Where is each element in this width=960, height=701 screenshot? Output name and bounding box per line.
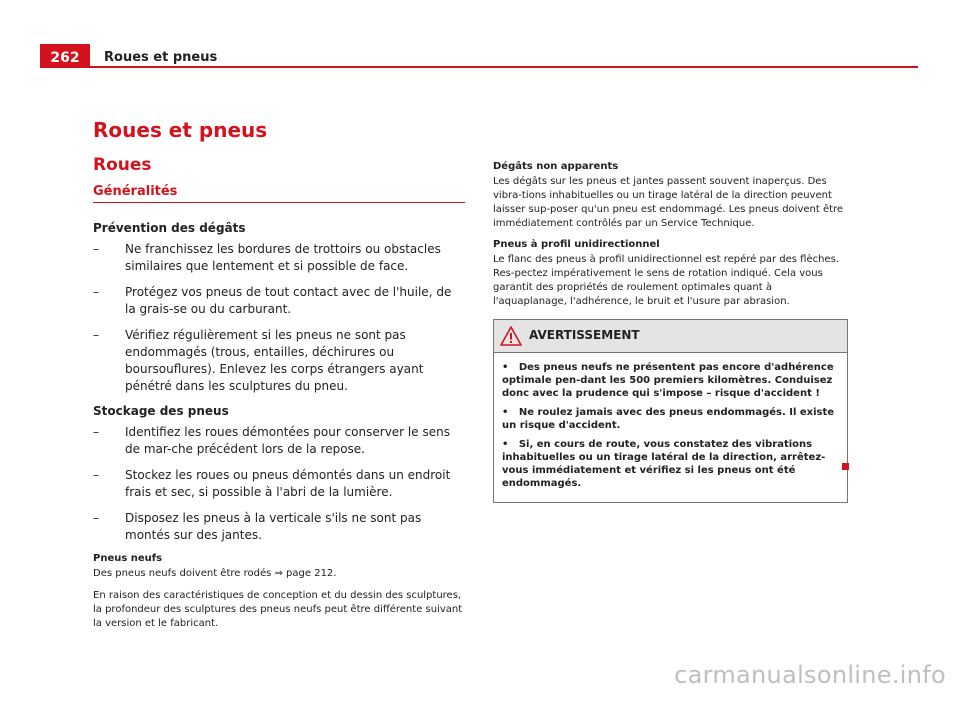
warning-item-text: Des pneus neufs ne présentent pas encore d'adhérence optimale pen-dant les 500 premiers kilomètres. Conduisez donc avec la prudence qui s'impose – risque d'accident ! [502,362,834,399]
list-item: – Disposez les pneus à la verticale s'ils ne sont pas montés sur des jantes. [93,511,422,542]
list-item: – Ne franchissez les bordures de trottoirs ou obstacles similaires que lentement et si possible de face. [93,242,441,273]
unidirectional-heading: Pneus à profil unidirectionnel [493,239,660,250]
subsection-title: Généralités [93,184,465,203]
prevention-list [93,241,465,395]
warning-item-text: Si, en cours de route, vous constatez des vibrations inhabituelles ou un tirage latéral de la direction, arrêtez-vous immédiatement et vérifiez si les pneus ont été endommagés. [502,439,826,489]
new-tyres-paragraph-2: En raison des caractéristiques de conception et du dessin des sculptures, la profondeur des sculptures des pneus neufs peut être différente suivant la version et le fabricant. [93,590,463,629]
warning-box [493,319,848,503]
warning-triangle-icon [500,326,522,346]
left-column [93,118,465,639]
list-item: – Identifiez les roues démontées pour conserver le sens de mar-che précédent lors de la repose. [93,425,450,456]
new-tyres-paragraph-1: Des pneus neufs doivent être rodés ⇒ page 212. [93,568,337,579]
section-title: Roues [93,155,152,175]
chapter-title: Roues et pneus [93,118,268,142]
list-item-text: Vérifiez régulièrement si les pneus ne sont pas endommagés (trous, entailles, déchirures ou boursouflures). Enlevez les corps étrangers ayant pénétré dans les sculptures du pneu. [125,328,424,393]
warning-item: • Si, en cours de route, vous constatez des vibrations inhabituelles ou un tirage latéral de la direction, arrêtez-vous immédiatement et vérifiez si les pneus ont été endommagés. [502,439,826,489]
page-header [40,44,918,68]
warning-item: • Ne roulez jamais avec des pneus endommagés. Il existe un risque d'accident. [502,407,835,431]
warning-header [494,320,847,353]
right-column [493,161,848,503]
list-item-text: Disposez les pneus à la verticale s'ils ne sont pas montés sur des jantes. [125,511,422,542]
list-item-text: Protégez vos pneus de tout contact avec de l'huile, de la grais-se ou du carburant. [125,285,452,316]
list-item: – Stockez les roues ou pneus démontés dans un endroit frais et sec, si possible à l'abri de la lumière. [93,468,451,499]
warning-title: AVERTISSEMENT [529,328,640,342]
warning-item-text: Ne roulez jamais avec des pneus endommagés. Il existe un risque d'accident. [502,407,835,431]
list-item: – Protégez vos pneus de tout contact avec de l'huile, de la grais-se ou du carburant. [93,285,452,316]
hidden-damage-heading: Dégâts non apparents [493,161,619,172]
warning-item: • Des pneus neufs ne présentent pas encore d'adhérence optimale pen-dant les 500 premiers kilomètres. Conduisez donc avec la prudence qui s'impose – risque d'accident ! [502,362,834,399]
watermark: carmanualsonline.info [674,661,946,689]
list-item-text: Ne franchissez les bordures de trottoirs ou obstacles similaires que lentement et si possible de face. [125,242,441,273]
new-tyres-heading: Pneus neufs [93,553,163,564]
storage-heading: Stockage des pneus [93,404,229,418]
hidden-damage-text: Les dégâts sur les pneus et jantes passent souvent inaperçus. Des vibra-tions inhabituelles ou un tirage latéral de la direction peuvent laisser sup-poser qu'un pneu est endommagé. Les pneus doivent être immédiatement contrôlés par un Service Technique. [493,176,844,229]
warning-body [494,353,847,502]
prevention-heading: Prévention des dégâts [93,221,246,235]
list-item: – Vérifiez régulièrement si les pneus ne sont pas endommagés (trous, entailles, déchirures ou boursouflures). Enlevez les corps étrangers ayant pénétré dans les sculptures du pneu. [93,328,424,393]
storage-list [93,424,465,544]
header-rule [90,66,918,68]
running-title: Roues et pneus [104,50,218,65]
list-item-text: Stockez les roues ou pneus démontés dans un endroit frais et sec, si possible à l'abri de la lumière. [125,468,451,499]
page-number: 262 [40,44,90,68]
list-item-text: Identifiez les roues démontées pour conserver le sens de mar-che précédent lors de la repose. [125,425,450,456]
section-end-marker [842,463,849,470]
unidirectional-text: Le flanc des pneus à profil unidirectionnel est repéré par des flèches. Res-pectez impérativement le sens de rotation indiqué. Cela vous garantit des propriétés de roulement optimales quant à l'aquaplanage, l'adhérence, le bruit et l'usure par abrasion. [493,254,839,307]
